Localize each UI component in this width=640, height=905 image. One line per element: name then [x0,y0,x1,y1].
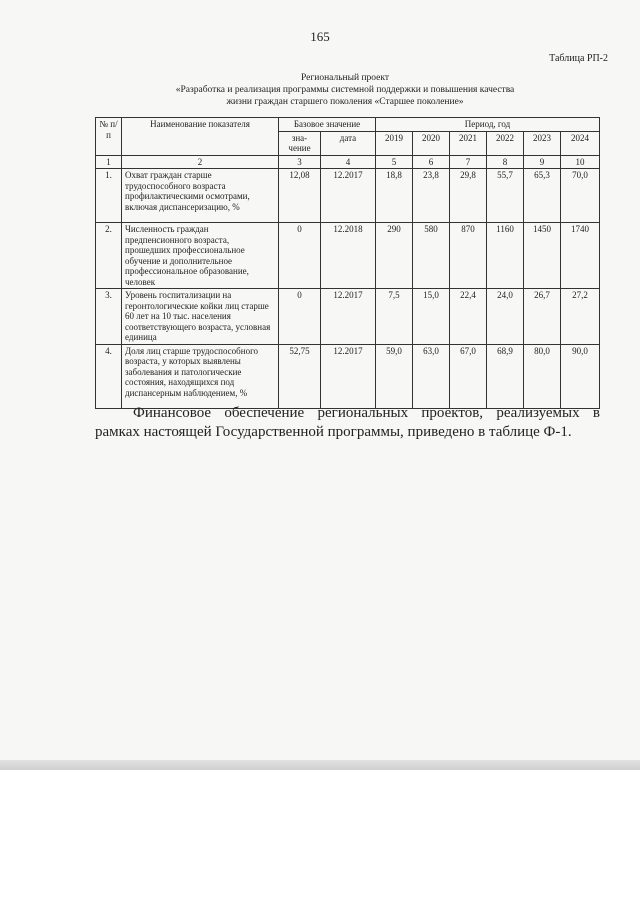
year-value: 65,3 [524,169,561,223]
year-value: 59,0 [376,344,413,408]
row-number: 3. [96,289,122,345]
indicator-name: Доля лиц старше трудоспособного возраста, у которых выявлены заболевания и патологические состояния, находящихся под диспансерным наблюдением, % [122,344,279,408]
year-value: 18,8 [376,169,413,223]
table-row [96,169,600,223]
row-number: 1. [96,169,122,223]
column-index: 9 [524,155,561,169]
column-index: 1 [96,155,122,169]
year-value: 23,8 [413,169,450,223]
year-value: 68,9 [487,344,524,408]
column-index: 2 [122,155,279,169]
base-date: 12.2017 [321,169,376,223]
base-value: 0 [279,289,321,345]
heading-line-2: «Разработка и реализация программы системной поддержки и повышения качества [175,85,515,95]
column-index: 8 [487,155,524,169]
base-date: 12.2017 [321,289,376,345]
year-value: 1160 [487,223,524,289]
column-index: 4 [321,155,376,169]
year-value: 80,0 [524,344,561,408]
header-year: 2023 [524,131,561,155]
row-number: 2. [96,223,122,289]
year-value: 70,0 [561,169,600,223]
header-year: 2020 [413,131,450,155]
header-base-date: дата [321,131,376,155]
header-year: 2022 [487,131,524,155]
year-value: 90,0 [561,344,600,408]
heading-line-1: Региональный проект [300,73,390,83]
year-value: 67,0 [450,344,487,408]
base-value: 0 [279,223,321,289]
indicator-name: Охват граждан старше трудоспособного возраста профилактическими осмотрами, включая диспансеризацию, % [122,169,279,223]
header-period: Период, год [376,118,600,132]
year-value: 870 [450,223,487,289]
header-base: Базовое значение [279,118,376,132]
header-base-value: зна-чение [279,131,321,155]
header-year: 2021 [450,131,487,155]
year-value: 63,0 [413,344,450,408]
header-year: 2019 [376,131,413,155]
base-date: 12.2017 [321,344,376,408]
year-value: 7,5 [376,289,413,345]
page-number: 165 [310,29,330,44]
year-value: 24,0 [487,289,524,345]
table-reference: Таблица РП-2 [549,53,608,64]
year-value: 55,7 [487,169,524,223]
indicator-name: Уровень госпитализации на геронтологические койки лиц старше 60 лет на 10 тыс. населения соответствующего возраста, условная единица [122,289,279,345]
row-number: 4. [96,344,122,408]
heading-line-3: жизни граждан старшего поколения «Старшее поколение» [226,97,464,107]
table-row [96,223,600,289]
base-value: 52,75 [279,344,321,408]
year-value: 1740 [561,223,600,289]
year-value: 580 [413,223,450,289]
year-value: 15,0 [413,289,450,345]
column-index-row [96,155,600,169]
column-index: 10 [561,155,600,169]
financing-paragraph: Финансовое обеспечение региональных проектов, реализуемых в рамках настоящей Государственной программы, приведено в таблице Ф-1. [95,405,600,440]
base-date: 12.2018 [321,223,376,289]
table-row [96,344,600,408]
header-num: № п/п [96,118,122,156]
column-index: 6 [413,155,450,169]
year-value: 290 [376,223,413,289]
header-year: 2024 [561,131,600,155]
table-row [96,289,600,345]
column-index: 7 [450,155,487,169]
year-value: 27,2 [561,289,600,345]
year-value: 26,7 [524,289,561,345]
year-value: 1450 [524,223,561,289]
table-heading [90,72,600,108]
page-edge-shadow [0,760,640,770]
column-index: 3 [279,155,321,169]
indicator-name: Численность граждан предпенсионного возраста, прошедших профессиональное обучение и дополнительное профессиональное образование, человек [122,223,279,289]
indicators-table [95,117,600,409]
header-name: Наименование показателя [122,118,279,156]
base-value: 12,08 [279,169,321,223]
column-index: 5 [376,155,413,169]
year-value: 29,8 [450,169,487,223]
year-value: 22,4 [450,289,487,345]
